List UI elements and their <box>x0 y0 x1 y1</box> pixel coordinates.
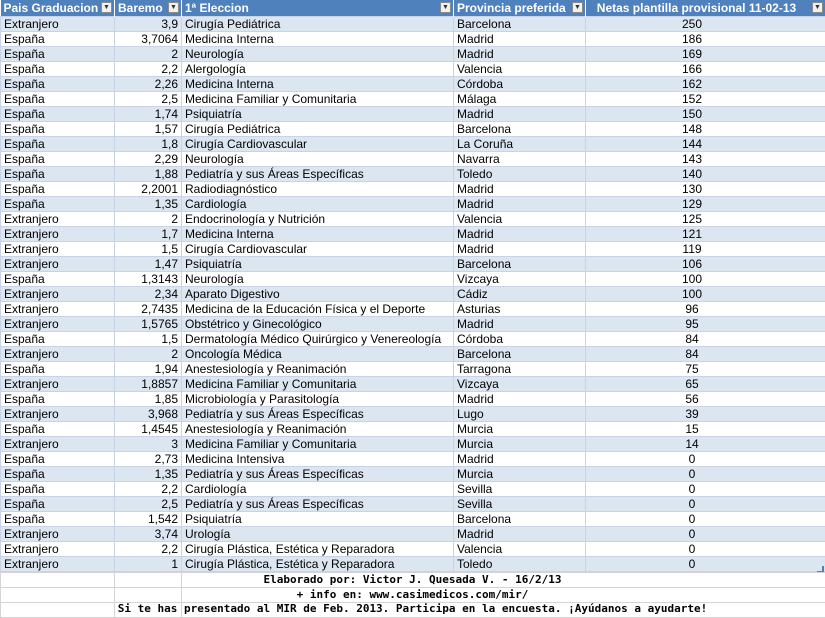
filter-dropdown-icon[interactable]: ▼ <box>812 2 823 13</box>
table-row <box>1 17 825 32</box>
cell-provincia[interactable]: Madrid <box>454 392 586 407</box>
cell-baremo[interactable]: 2,2 <box>115 62 182 77</box>
cell-eleccion[interactable]: Cardiología <box>182 197 454 212</box>
table-row <box>1 452 825 467</box>
cell-pais[interactable]: Extranjero <box>1 317 115 332</box>
cell-pais[interactable]: Extranjero <box>1 257 115 272</box>
cell-eleccion[interactable]: Obstétrico y Ginecológico <box>182 317 454 332</box>
cell-baremo[interactable]: 3,968 <box>115 407 182 422</box>
cell-provincia[interactable]: Madrid <box>454 107 586 122</box>
cell-baremo[interactable]: 3 <box>115 437 182 452</box>
cell-netas[interactable]: 0 <box>586 527 825 542</box>
cell-eleccion[interactable]: Cirugía Plástica, Estética y Reparadora <box>182 557 454 572</box>
cell-eleccion[interactable]: Cardiología <box>182 482 454 497</box>
cell-netas[interactable]: 148 <box>586 122 825 137</box>
cell-netas[interactable]: 14 <box>586 437 825 452</box>
cell-netas[interactable]: 0 <box>586 467 825 482</box>
cell-baremo[interactable]: 1,57 <box>115 122 182 137</box>
cell-netas[interactable]: 0 <box>586 482 825 497</box>
cell-eleccion[interactable]: Psiquiatría <box>182 512 454 527</box>
cell-pais[interactable]: España <box>1 62 115 77</box>
footer <box>0 572 825 618</box>
filter-dropdown-icon[interactable]: ▼ <box>101 2 112 13</box>
cell-provincia[interactable]: Asturias <box>454 302 586 317</box>
table-row <box>1 137 825 152</box>
cell-provincia[interactable]: Madrid <box>454 197 586 212</box>
cell-eleccion[interactable]: Cirugía Cardiovascular <box>182 242 454 257</box>
cell-netas[interactable]: 129 <box>586 197 825 212</box>
cell-netas[interactable]: 0 <box>586 452 825 467</box>
cell-netas[interactable]: 166 <box>586 62 825 77</box>
header-eleccion: 1ª Eleccion ▼ <box>182 0 454 17</box>
cell-provincia[interactable]: Cádiz <box>454 287 586 302</box>
cell-baremo[interactable]: 1,47 <box>115 257 182 272</box>
cell-eleccion[interactable]: Neurología <box>182 272 454 287</box>
table-row <box>1 92 825 107</box>
cell-netas[interactable]: 39 <box>586 407 825 422</box>
cell-eleccion[interactable]: Cirugía Cardiovascular <box>182 137 454 152</box>
cell-pais[interactable]: España <box>1 32 115 47</box>
cell-provincia[interactable]: Vizcaya <box>454 377 586 392</box>
cell-eleccion[interactable]: Pediatría y sus Áreas Específicas <box>182 467 454 482</box>
header-provincia: Provincia preferida ▼ <box>454 0 586 17</box>
cell-provincia[interactable]: Madrid <box>454 32 586 47</box>
cell-eleccion[interactable]: Medicina Interna <box>182 77 454 92</box>
cell-baremo[interactable]: 3,7064 <box>115 32 182 47</box>
cell-eleccion[interactable]: Medicina Familiar y Comunitaria <box>182 437 454 452</box>
cell-pais[interactable]: Extranjero <box>1 542 115 557</box>
table-row <box>1 347 825 362</box>
table-row <box>1 377 825 392</box>
cell-eleccion[interactable]: Alergología <box>182 62 454 77</box>
cell-baremo[interactable]: 1,542 <box>115 512 182 527</box>
table-row <box>1 482 825 497</box>
cell-provincia[interactable]: Tarragona <box>454 362 586 377</box>
cell-pais[interactable]: España <box>1 272 115 287</box>
cell-provincia[interactable]: Toledo <box>454 557 586 572</box>
cell-pais[interactable]: España <box>1 107 115 122</box>
cell-baremo[interactable]: 2,5 <box>115 92 182 107</box>
cell-pais[interactable]: Extranjero <box>1 302 115 317</box>
cell-netas[interactable]: 65 <box>586 377 825 392</box>
cell-pais[interactable]: España <box>1 137 115 152</box>
table-row <box>1 302 825 317</box>
table-row <box>1 62 825 77</box>
table-row <box>1 47 825 62</box>
cell-baremo[interactable]: 1,4545 <box>115 422 182 437</box>
cell-pais[interactable]: Extranjero <box>1 212 115 227</box>
cell-baremo[interactable]: 2,34 <box>115 287 182 302</box>
table-row <box>1 422 825 437</box>
cell-netas[interactable]: 119 <box>586 242 825 257</box>
cell-eleccion[interactable]: Neurología <box>182 47 454 62</box>
cell-pais[interactable]: Extranjero <box>1 437 115 452</box>
cell-pais[interactable]: España <box>1 197 115 212</box>
cell-pais[interactable]: España <box>1 332 115 347</box>
cell-eleccion[interactable]: Psiquiatría <box>182 257 454 272</box>
cell-pais[interactable]: España <box>1 47 115 62</box>
cell-pais[interactable]: Extranjero <box>1 377 115 392</box>
table-row <box>1 257 825 272</box>
cell-netas[interactable]: 56 <box>586 392 825 407</box>
cell-eleccion[interactable]: Microbiología y Parasitología <box>182 392 454 407</box>
cell-baremo[interactable]: 1,3143 <box>115 272 182 287</box>
filter-dropdown-icon[interactable]: ▼ <box>440 2 451 13</box>
cell-provincia[interactable]: Córdoba <box>454 332 586 347</box>
table-row <box>1 197 825 212</box>
cell-pais[interactable]: España <box>1 422 115 437</box>
header-netas: Netas plantilla provisional 11-02-13 ▼ <box>586 0 825 17</box>
cell-netas[interactable]: 125 <box>586 212 825 227</box>
cell-eleccion[interactable]: Pediatría y sus Áreas Específicas <box>182 497 454 512</box>
table-row <box>1 227 825 242</box>
filter-dropdown-icon[interactable]: ▼ <box>572 2 583 13</box>
cell-pais[interactable]: España <box>1 512 115 527</box>
footer-survey-text: Si te has presentado al MIR de Feb. 2013. Participa en la encuesta. ¡Ayúdanos a ayudarte! <box>117 602 708 615</box>
cell-baremo[interactable]: 1 <box>115 557 182 572</box>
table-row <box>1 242 825 257</box>
cell-eleccion[interactable]: Cirugía Pediátrica <box>182 122 454 137</box>
cell-provincia[interactable]: La Coruña <box>454 137 586 152</box>
cell-baremo[interactable]: 2,26 <box>115 77 182 92</box>
cell-netas[interactable]: 0 <box>586 497 825 512</box>
table-row <box>1 287 825 302</box>
cell-baremo[interactable]: 2 <box>115 47 182 62</box>
table-row <box>1 437 825 452</box>
cell-baremo[interactable]: 2 <box>115 212 182 227</box>
cell-eleccion[interactable]: Dermatología Médico Quirúrgico y Venereología <box>182 332 454 347</box>
cell-eleccion[interactable]: Neurología <box>182 152 454 167</box>
cell-baremo[interactable]: 1,5 <box>115 332 182 347</box>
table-row <box>1 122 825 137</box>
cell-pais[interactable]: Extranjero <box>1 227 115 242</box>
cell-baremo[interactable]: 2,73 <box>115 452 182 467</box>
cell-baremo[interactable]: 2,7435 <box>115 302 182 317</box>
cell-provincia[interactable]: Madrid <box>454 317 586 332</box>
cell-eleccion[interactable]: Medicina Familiar y Comunitaria <box>182 377 454 392</box>
cell-netas[interactable]: 75 <box>586 362 825 377</box>
cell-netas[interactable]: 144 <box>586 137 825 152</box>
cell-baremo[interactable]: 2 <box>115 347 182 362</box>
cell-provincia[interactable]: Murcia <box>454 437 586 452</box>
cell-provincia[interactable]: Madrid <box>454 527 586 542</box>
cell-eleccion[interactable]: Oncología Médica <box>182 347 454 362</box>
table-row <box>1 497 825 512</box>
cell-pais[interactable]: Extranjero <box>1 347 115 362</box>
table-row <box>1 107 825 122</box>
table-row <box>1 557 825 572</box>
cell-netas[interactable]: 130 <box>586 182 825 197</box>
cell-baremo[interactable]: 1,35 <box>115 197 182 212</box>
cell-pais[interactable]: España <box>1 392 115 407</box>
cell-eleccion[interactable]: Urología <box>182 527 454 542</box>
cell-baremo[interactable]: 2,2001 <box>115 182 182 197</box>
table-row <box>1 212 825 227</box>
cell-netas[interactable]: 100 <box>586 287 825 302</box>
cell-netas[interactable]: 143 <box>586 152 825 167</box>
cell-provincia[interactable]: Barcelona <box>454 512 586 527</box>
table-row <box>1 32 825 47</box>
cell-baremo[interactable]: 1,74 <box>115 107 182 122</box>
cell-pais[interactable]: España <box>1 92 115 107</box>
cell-provincia[interactable]: Barcelona <box>454 347 586 362</box>
cell-baremo[interactable]: 1,8857 <box>115 377 182 392</box>
cell-provincia[interactable]: Madrid <box>454 47 586 62</box>
cell-baremo[interactable]: 1,5 <box>115 242 182 257</box>
cell-eleccion[interactable]: Medicina Familiar y Comunitaria <box>182 92 454 107</box>
cell-netas[interactable]: 140 <box>586 167 825 182</box>
cell-pais[interactable]: España <box>1 452 115 467</box>
cell-netas[interactable]: 121 <box>586 227 825 242</box>
cell-netas[interactable]: 100 <box>586 272 825 287</box>
cell-pais[interactable]: España <box>1 467 115 482</box>
cell-eleccion[interactable]: Cirugía Pediátrica <box>182 17 454 32</box>
table-row <box>1 332 825 347</box>
cell-baremo[interactable]: 2,5 <box>115 497 182 512</box>
cell-provincia[interactable]: Navarra <box>454 152 586 167</box>
cell-provincia[interactable]: Murcia <box>454 422 586 437</box>
cell-netas[interactable]: 95 <box>586 317 825 332</box>
cell-eleccion[interactable]: Anestesiología y Reanimación <box>182 362 454 377</box>
cell-eleccion[interactable]: Cirugía Plástica, Estética y Reparadora <box>182 542 454 557</box>
cell-provincia[interactable]: Sevilla <box>454 497 586 512</box>
cell-pais[interactable]: Extranjero <box>1 242 115 257</box>
cell-pais[interactable]: España <box>1 167 115 182</box>
cell-provincia[interactable]: Sevilla <box>454 482 586 497</box>
cell-provincia[interactable]: Valencia <box>454 62 586 77</box>
cell-provincia[interactable]: Madrid <box>454 182 586 197</box>
cell-netas[interactable]: 169 <box>586 47 825 62</box>
cell-netas[interactable]: 0 <box>586 557 825 572</box>
cell-netas[interactable]: 150 <box>586 107 825 122</box>
cell-baremo[interactable]: 1,94 <box>115 362 182 377</box>
cell-pais[interactable]: España <box>1 497 115 512</box>
table-row <box>1 527 825 542</box>
cell-pais[interactable]: Extranjero <box>1 557 115 572</box>
cell-provincia[interactable]: Valencia <box>454 542 586 557</box>
cell-provincia[interactable]: Madrid <box>454 227 586 242</box>
cell-provincia[interactable]: Barcelona <box>454 122 586 137</box>
table-row <box>1 182 825 197</box>
table-row <box>1 392 825 407</box>
cell-eleccion[interactable]: Medicina Interna <box>182 227 454 242</box>
cell-baremo[interactable]: 1,85 <box>115 392 182 407</box>
cell-baremo[interactable]: 1,5765 <box>115 317 182 332</box>
cell-netas[interactable]: 0 <box>586 542 825 557</box>
cell-eleccion[interactable]: Anestesiología y Reanimación <box>182 422 454 437</box>
cell-provincia[interactable]: Vizcaya <box>454 272 586 287</box>
cell-pais[interactable]: España <box>1 362 115 377</box>
cell-baremo[interactable]: 1,8 <box>115 137 182 152</box>
cell-netas[interactable]: 96 <box>586 302 825 317</box>
cell-netas[interactable]: 84 <box>586 332 825 347</box>
cell-provincia[interactable]: Barcelona <box>454 257 586 272</box>
cell-pais[interactable]: Extranjero <box>1 287 115 302</box>
cell-netas[interactable]: 186 <box>586 32 825 47</box>
table-row <box>1 467 825 482</box>
cell-pais[interactable]: España <box>1 182 115 197</box>
filter-dropdown-icon[interactable]: ▼ <box>168 2 179 13</box>
header-baremo: Baremo ▼ <box>115 0 182 17</box>
cell-provincia[interactable]: Lugo <box>454 407 586 422</box>
cell-netas[interactable]: 15 <box>586 422 825 437</box>
cell-provincia[interactable]: Valencia <box>454 212 586 227</box>
cell-baremo[interactable]: 1,35 <box>115 467 182 482</box>
cell-baremo[interactable]: 2,2 <box>115 482 182 497</box>
table-row <box>1 77 825 92</box>
cell-netas[interactable]: 152 <box>586 92 825 107</box>
cell-eleccion[interactable]: Medicina de la Educación Física y el Deporte <box>182 302 454 317</box>
cell-provincia[interactable]: Madrid <box>454 452 586 467</box>
cell-netas[interactable]: 0 <box>586 512 825 527</box>
cell-eleccion[interactable]: Aparato Digestivo <box>182 287 454 302</box>
cell-provincia[interactable]: Madrid <box>454 242 586 257</box>
cell-eleccion[interactable]: Psiquiatría <box>182 107 454 122</box>
cell-provincia[interactable]: Toledo <box>454 167 586 182</box>
footer-info-link[interactable]: + info en: www.casimedicos.com/mir/ <box>296 588 529 601</box>
table-row <box>1 272 825 287</box>
header-pais: Pais Graduacion ▼ <box>1 0 115 17</box>
cell-netas[interactable]: 106 <box>586 257 825 272</box>
cell-pais[interactable]: España <box>1 482 115 497</box>
cell-provincia[interactable]: Málaga <box>454 92 586 107</box>
cell-baremo[interactable]: 3,9 <box>115 17 182 32</box>
table-row <box>1 542 825 557</box>
cell-provincia[interactable]: Murcia <box>454 467 586 482</box>
cell-baremo[interactable]: 2,2 <box>115 542 182 557</box>
table-row <box>1 317 825 332</box>
cell-baremo[interactable]: 1,88 <box>115 167 182 182</box>
header-row <box>1 0 825 17</box>
cell-pais[interactable]: España <box>1 122 115 137</box>
cell-pais[interactable]: España <box>1 77 115 92</box>
cell-provincia[interactable]: Barcelona <box>454 17 586 32</box>
cell-provincia[interactable]: Córdoba <box>454 77 586 92</box>
cell-netas[interactable]: 162 <box>586 77 825 92</box>
cell-eleccion[interactable]: Pediatría y sus Áreas Específicas <box>182 407 454 422</box>
cell-pais[interactable]: Extranjero <box>1 407 115 422</box>
cell-netas[interactable]: 84 <box>586 347 825 362</box>
cell-pais[interactable]: Extranjero <box>1 17 115 32</box>
cell-eleccion[interactable]: Medicina Interna <box>182 32 454 47</box>
table-row <box>1 512 825 527</box>
footer-author: Elaborado por: Victor J. Quesada V. - 16/2/13 <box>263 573 562 586</box>
table-row <box>1 152 825 167</box>
cell-baremo[interactable]: 3,74 <box>115 527 182 542</box>
cell-eleccion[interactable]: Endocrinología y Nutrición <box>182 212 454 227</box>
cell-baremo[interactable]: 2,29 <box>115 152 182 167</box>
table-body <box>1 17 825 572</box>
table-row <box>1 167 825 182</box>
cell-eleccion[interactable]: Pediatría y sus Áreas Específicas <box>182 167 454 182</box>
cell-eleccion[interactable]: Radiodiagnóstico <box>182 182 454 197</box>
cell-baremo[interactable]: 1,7 <box>115 227 182 242</box>
table-row <box>1 407 825 422</box>
table-row <box>1 362 825 377</box>
cell-pais[interactable]: Extranjero <box>1 527 115 542</box>
cell-eleccion[interactable]: Medicina Intensiva <box>182 452 454 467</box>
cell-netas[interactable]: 250 <box>586 17 825 32</box>
cell-pais[interactable]: España <box>1 152 115 167</box>
